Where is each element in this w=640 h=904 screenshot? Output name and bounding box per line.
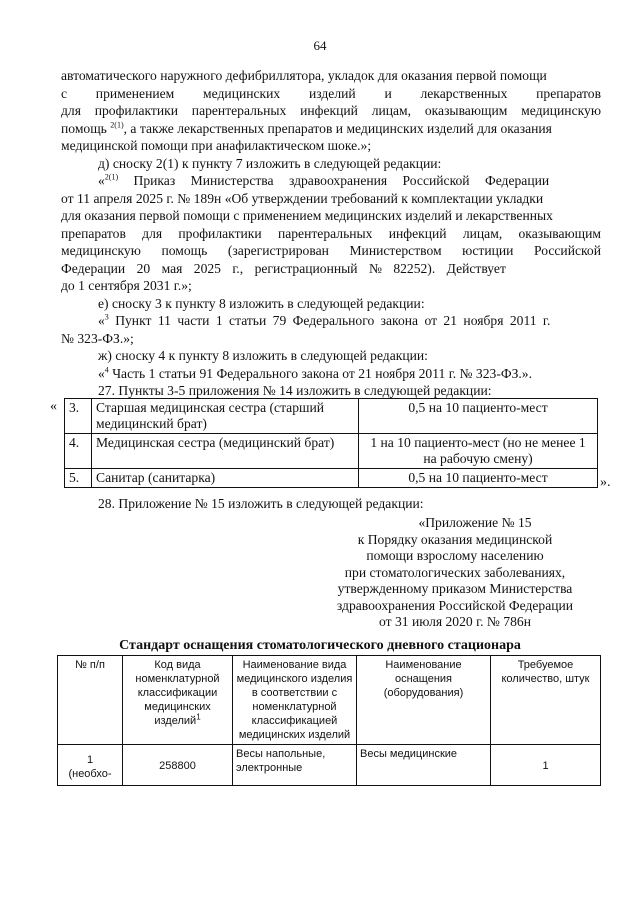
header-quantity: Требуемое количество, штук [491, 656, 601, 745]
appendix-line: к Порядку оказания медицинской [357, 531, 553, 547]
table-row [65, 399, 598, 434]
open-quote: « [50, 399, 57, 414]
paragraph-line: до 1 сентября 2031 г.»; [61, 278, 192, 293]
paragraph-line: с применением медицинских изделий и лекарственных препаратов [61, 86, 601, 101]
staff-table [64, 398, 598, 488]
paragraph-line: е) сноску 3 к пункту 8 изложить в следующей редакции: [98, 296, 425, 311]
row-quantity: 1 [491, 745, 601, 786]
appendix-line: здравоохранения Российской Федерации [336, 597, 574, 613]
paragraph-line: «$^3$ Пункт 11 части 1 статьи 79 Федерального закона от 21 ноября 2011 г. [98, 312, 551, 328]
appendix-header [310, 515, 600, 631]
staff-ratio: 1 на 10 пациенто-мест (но не менее 1 на рабочую смену) [359, 434, 598, 469]
appendix-line: утвержденному приказом Министерства [337, 581, 573, 596]
row-code: 258800 [123, 745, 233, 786]
paragraph-line: «$^{2(1)}$ Приказ Министерства здравоохранения Российской Федерации [98, 172, 550, 188]
paragraph-line: медицинскую помощь (зарегистрирован Министерством юстиции Российской [61, 243, 601, 258]
table-title: Стандарт оснащения стоматологического дневного стационара [119, 638, 521, 653]
row-number: 1 (необхо- [58, 745, 123, 786]
appendix-line: «Приложение № 15 [418, 515, 532, 530]
header-number: № п/п [58, 656, 123, 745]
staff-ratio: 0,5 на 10 пациенто-мест [359, 399, 598, 434]
appendix-line: от 31 июля 2020 г. № 786н [379, 614, 531, 629]
paragraph-line: ж) сноску 4 к пункту 8 изложить в следующей редакции: [98, 348, 428, 363]
row-device-type: Весы напольные, электронные [233, 745, 357, 786]
paragraph-line: Федерации 20 мая 2025 г., регистрационный № 82252). Действует [61, 261, 506, 276]
row-equipment: Весы медицинские [357, 745, 491, 786]
paragraph-line: медицинской помощи при анафилактическом шоке.»; [61, 138, 372, 153]
header-device-type: Наименование вида медицинского изделия в соответствии с номенклатурной классификацией медицинских изделий [233, 656, 357, 745]
paragraph-line: автоматического наружного дефибриллятора, укладок для оказания первой помощи [61, 68, 547, 83]
table-row [58, 745, 601, 786]
table-header-row [58, 656, 601, 745]
row-number: 5. [65, 469, 92, 488]
row-number: 4. [65, 434, 92, 469]
table-row [65, 469, 598, 488]
paragraph-line: препаратов для профилактики парентеральных инфекций лицам, оказывающим [61, 226, 601, 241]
staff-position: Медицинская сестра (медицинский брат) [92, 434, 359, 469]
appendix-line: при стоматологических заболеваниях, [344, 564, 566, 580]
paragraph-line: для профилактики парентеральных инфекций лицам, оказывающим медицинскую [61, 103, 601, 118]
paragraph-line: 28. Приложение № 15 изложить в следующей редакции: [98, 496, 424, 511]
paragraph-line: помощь $^{2(1)}$, а также лекарственных препаратов и медицинских изделий для оказания [61, 120, 552, 136]
table-row [65, 434, 598, 469]
row-number: 3. [65, 399, 92, 434]
close-quote: ». [600, 475, 611, 490]
paragraph-line: от 11 апреля 2025 г. № 189н «Об утверждении требований к комплектации укладки [61, 191, 544, 206]
equipment-table [57, 655, 601, 786]
header-equipment: Наименование оснащения (оборудования) [357, 656, 491, 745]
staff-position: Старшая медицинская сестра (старший медицинский брат) [92, 399, 359, 434]
page-number: 64 [313, 38, 327, 53]
staff-ratio: 0,5 на 10 пациенто-мест [359, 469, 598, 488]
header-code: Код вида номенклатурной классификации медицинских изделий$^1$ [123, 656, 233, 745]
paragraph-line: для оказания первой помощи с применением медицинских изделий и лекарственных [61, 208, 553, 223]
paragraph-line: д) сноску 2(1) к пункту 7 изложить в следующей редакции: [98, 156, 442, 171]
paragraph-line: «$^4$ Часть 1 статьи 91 Федерального закона от 21 ноября 2011 г. № 323-ФЗ.». [98, 365, 532, 381]
paragraph-line: № 323-ФЗ.»; [61, 331, 134, 346]
appendix-line: помощи взрослому населению [366, 548, 544, 563]
staff-position: Санитар (санитарка) [92, 469, 359, 488]
paragraph-line: 27. Пункты 3-5 приложения № 14 изложить в следующей редакции: [98, 383, 492, 398]
